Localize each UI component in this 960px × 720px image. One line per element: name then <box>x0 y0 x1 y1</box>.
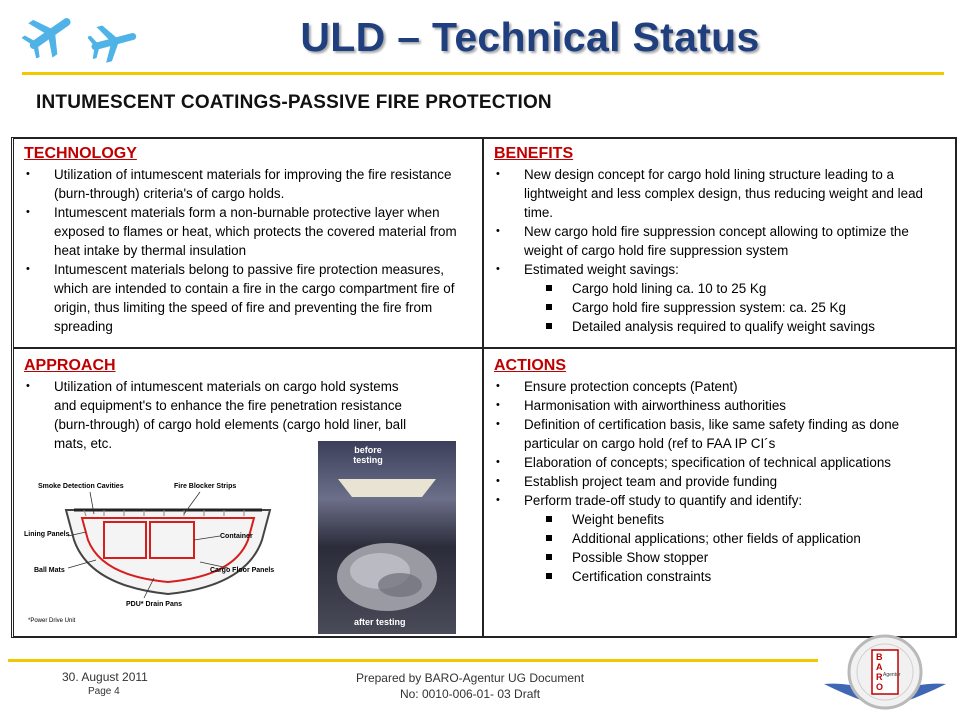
footer-prepared-line2: No: 0010-006-01- 03 Draft <box>399 687 541 701</box>
list-item: • Elaboration of concepts; specification of technical applications <box>494 453 945 472</box>
list-item: • New cargo hold fire suppression concept allowing to optimize the weight of cargo hold fire suppression system <box>494 222 945 260</box>
technology-heading: TECHNOLOGY <box>24 145 137 162</box>
page-title: ULD – Technical Status <box>300 14 760 60</box>
label-power-drive: *Power Drive Unit <box>28 618 76 624</box>
svg-text:A: A <box>876 662 883 672</box>
svg-text:Agentur: Agentur <box>883 672 901 678</box>
section-subtitle: INTUMESCENT COATINGS-PASSIVE FIRE PROTECTION <box>36 92 552 113</box>
sample-before <box>338 479 436 497</box>
list-item: • Definition of certification basis, like same safety finding as done particular on cargo hold (ref to FAA IP CI´s <box>494 415 945 453</box>
list-item: • Harmonisation with airworthiness authorities <box>494 396 945 415</box>
list-item: • New design concept for cargo hold lining structure leading to a lightweight and less complex design, thus reducing weight and lead time. <box>494 165 945 222</box>
sub-list-item: Certification constraints <box>494 567 945 586</box>
technology-panel <box>13 138 483 348</box>
list-item: • Utilization of intumescent materials for improving the fire resistance (burn-through) criteria's of cargo holds. <box>24 165 472 203</box>
svg-text:R: R <box>876 672 883 682</box>
benefits-heading: BENEFITS <box>494 145 574 162</box>
list-item: • Estimated weight savings: <box>494 260 945 279</box>
cargo-hold-diagram <box>24 470 308 630</box>
actions-heading: ACTIONS <box>494 357 566 374</box>
technology-list <box>24 165 472 336</box>
list-item: • Intumescent materials belong to passive fire protection measures, which are intended to contain a fire in the cargo compartment fire of origin, thus limiting the speed of fire and preventing the fire from spreading <box>24 260 472 336</box>
svg-text:B: B <box>876 652 883 662</box>
title-underline <box>22 72 944 75</box>
actions-list <box>494 377 945 586</box>
test-photo-graphic <box>318 441 456 634</box>
list-item: • Intumescent materials form a non-burnable protective layer when exposed to flames or heat, which protects the covered material from heat intake by thermal insulation <box>24 203 472 260</box>
label-fire-blocker: Fire Blocker Strips <box>174 483 237 490</box>
list-item: • Establish project team and provide funding <box>494 472 945 491</box>
benefits-panel <box>483 138 956 348</box>
label-ball-mats: Ball Mats <box>34 567 65 574</box>
list-item: • Ensure protection concepts (Patent) <box>494 377 945 396</box>
approach-heading: APPROACH <box>24 357 116 374</box>
baro-agentur-logo <box>820 632 950 718</box>
sub-list-item: Weight benefits <box>494 510 945 529</box>
label-lining: Lining Panels <box>24 531 70 538</box>
sub-list-item: Cargo hold lining ca. 10 to 25 Kg <box>494 279 945 298</box>
after-label: after testing <box>354 617 406 627</box>
list-item: • Utilization of intumescent materials on cargo hold systems and equipment's to enhance the fire penetration resistance (burn-through) of cargo hold elements (cargo hold liner, ball mats, etc. <box>24 377 424 453</box>
footer-prepared-line1: Prepared by BARO-Agentur UG Document <box>355 671 585 685</box>
list-item: • Perform trade-off study to quantify and identify: <box>494 491 945 510</box>
sub-list-item: Cargo hold fire suppression system: ca. 25 Kg <box>494 298 945 317</box>
footer-prepared <box>300 670 640 702</box>
test-photo <box>318 441 456 634</box>
label-container: Container <box>220 533 253 540</box>
footer-date: 30. August 2011 <box>62 670 148 684</box>
actions-panel <box>483 348 956 637</box>
sub-list-item: Possible Show stopper <box>494 548 945 567</box>
sub-list-item: Additional applications; other fields of application <box>494 529 945 548</box>
label-pdu: PDU* Drain Pans <box>126 601 183 608</box>
label-smoke: Smoke Detection Cavities <box>38 483 124 490</box>
footer-line <box>8 659 818 662</box>
sub-list-item: Detailed analysis required to qualify weight savings <box>494 317 945 336</box>
footer-page: Page 4 <box>88 686 120 697</box>
benefits-list <box>494 165 945 336</box>
svg-text:O: O <box>876 682 884 692</box>
before-label: before testing <box>353 445 383 465</box>
label-floor: Cargo Floor Panels <box>210 567 275 574</box>
